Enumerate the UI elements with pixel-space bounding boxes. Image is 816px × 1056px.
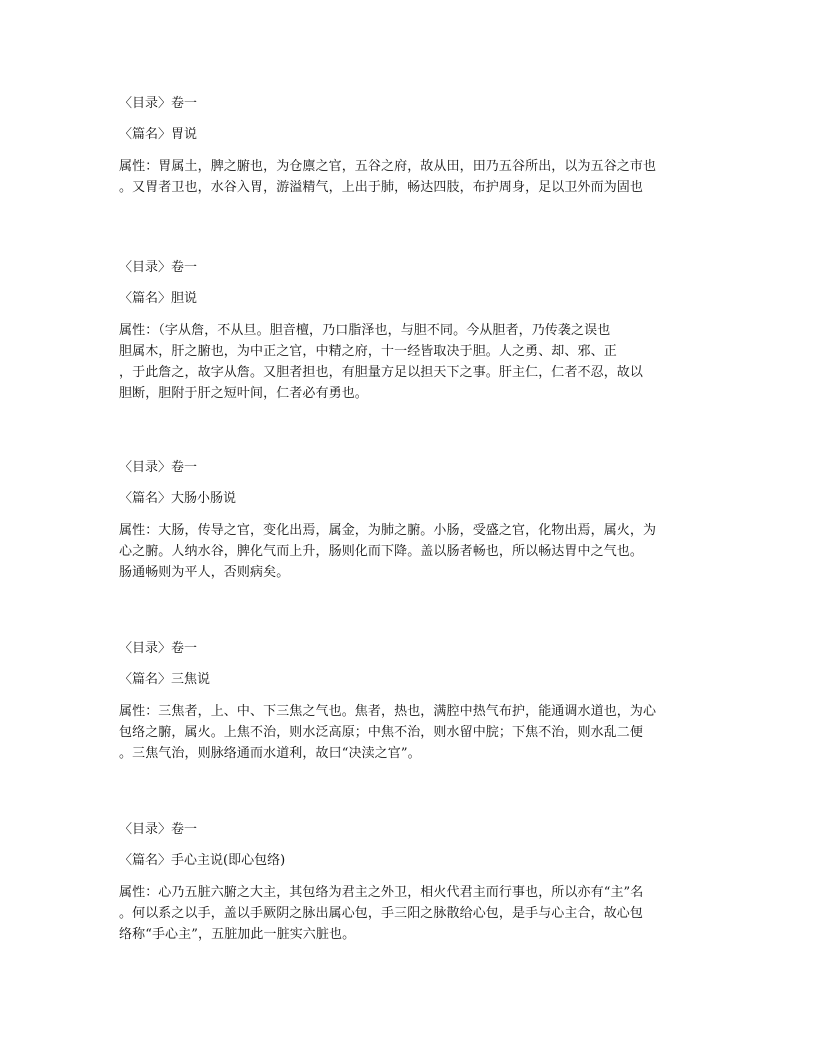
entry-body [119,520,699,583]
entry-stomach [119,94,699,198]
body-line: 胆断，胆附于肝之短叶间，仁者必有勇也。 [119,386,368,401]
catalog-label: 〈目录〉卷一 [119,260,198,275]
entry-body [119,701,699,764]
entry-body [119,320,699,404]
body-line: ，于此詹之，故字从詹。又胆者担也，有胆量方足以担天下之事。肝主仁，仁者不忍，故以 [119,365,644,380]
catalog-label: 〈目录〉卷一 [119,822,198,837]
body-line: 心之腑。人纳水谷，脾化气而上升，肠则化而下降。盖以肠者畅也，所以畅达胃中之气也。 [119,544,644,559]
body-line: 肠通畅则为平人，否则病矣。 [119,565,290,580]
body-line: 属性：三焦者，上、中、下三焦之气也。焦者，热也，满腔中热气布护，能通调水道也，为心 [119,704,657,719]
body-line: 。三焦气治，则脉络通而水道利，故曰“决渎之官”。 [119,746,421,761]
catalog-label: 〈目录〉卷一 [119,641,198,656]
chapter-title: 〈篇名〉胃说 [119,127,198,142]
body-line: 胆属木，肝之腑也，为中正之官，中精之府，十一经皆取决于胆。人之勇、却、邪、正 [119,344,617,359]
body-line: 包络之腑，属火。上焦不治，则水泛高原；中焦不治，则水留中脘；下焦不治，则水乱二便 [119,725,644,740]
catalog-label: 〈目录〉卷一 [119,460,198,475]
chapter-title: 〈篇名〉手心主说(即心包络) [119,853,286,868]
body-line: 属性：心乃五脏六腑之大主，其包络为君主之外卫，相火代君主而行事也，所以亦有“主”名 [119,885,644,900]
body-line: 络称“手心主”，五脏加此一脏实六脏也。 [119,927,356,942]
entry-intestines [119,458,699,583]
chapter-title: 〈篇名〉三焦说 [119,672,211,687]
body-line: 属性：大肠，传导之官，变化出焉，属金，为肺之腑。小肠，受盛之官，化物出焉，属火，为 [119,523,657,538]
chapter-title: 〈篇名〉胆说 [119,291,198,306]
chapter-title: 〈篇名〉大肠小肠说 [119,491,237,506]
catalog-label: 〈目录〉卷一 [119,96,198,111]
entry-body [119,882,699,945]
entry-pericardium [119,820,699,945]
body-line: 。何以系之以手，盖以手厥阴之脉出属心包，手三阳之脉散给心包，是手与心主合，故心包 [119,906,644,921]
entry-body [119,156,699,198]
body-line: 属性：（字从詹，不从旦。胆音檀，乃口脂泽也，与胆不同。今从胆者，乃传袭之误也 [119,323,611,338]
entry-triple-burner [119,639,699,764]
body-line: 。又胃者卫也，水谷入胃，游溢精气，上出于肺，畅达四肢，布护周身，足以卫外而为固也 [119,180,644,195]
entry-gallbladder [119,258,699,404]
body-line: 属性：胃属土，脾之腑也，为仓廪之官，五谷之府，故从田，田乃五谷所出，以为五谷之市也 [119,159,657,174]
